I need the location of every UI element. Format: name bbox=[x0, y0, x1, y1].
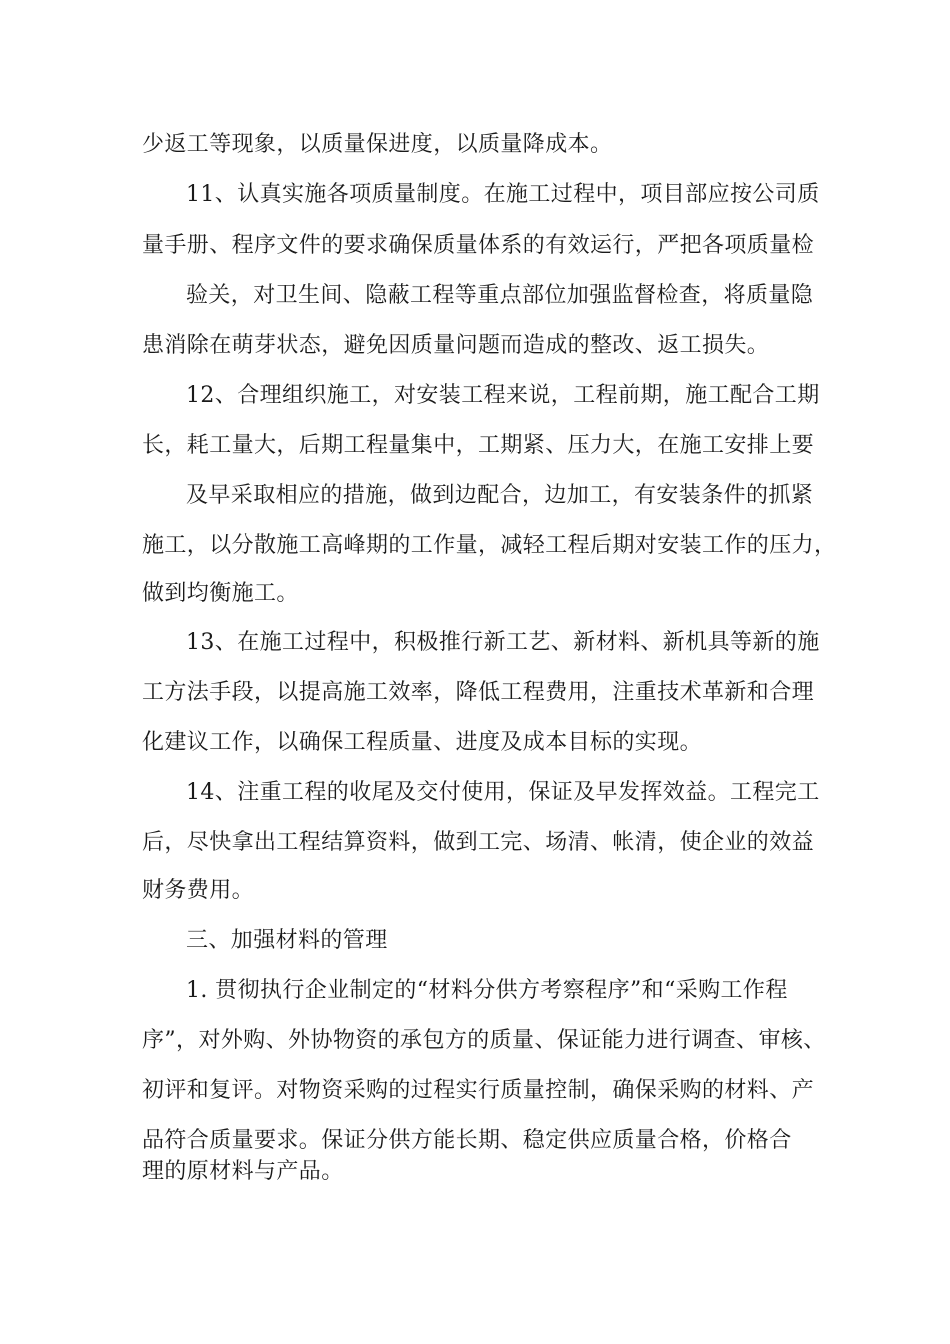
text-line: 工方法手段，以提高施工效率，降低工程费用，注重技术革新和合理 bbox=[142, 680, 815, 705]
text-line: 验关，对卫生间、隐蔽工程等重点部位加强监督检查，将质量隐 bbox=[186, 283, 814, 308]
text-line: 长，耗工量大，后期工程量集中，工期紧、压力大，在施工安排上要 bbox=[142, 433, 815, 458]
text-line: 患消除在萌芽状态，避免因质量问题而造成的整改、返工损失。 bbox=[142, 333, 770, 358]
text-line: 少返工等现象，以质量保进度，以质量降成本。 bbox=[142, 132, 613, 157]
text-line: 序”，对外购、外协物资的承包方的质量、保证能力进行调查、审核、 bbox=[142, 1028, 826, 1053]
text-line: 后，尽快拿出工程结算资料，做到工完、场清、帐清，使企业的效益 bbox=[142, 830, 815, 855]
section-heading: 三、加强材料的管理 bbox=[186, 928, 388, 953]
text-line: 化建议工作，以确保工程质量、进度及成本目标的实现。 bbox=[142, 730, 703, 755]
text-line: 财务费用。 bbox=[142, 878, 255, 903]
text-line: 品符合质量要求。保证分供方能长期、稳定供应质量合格，价格合 bbox=[142, 1128, 792, 1153]
paragraph-1-line: 1. 贯彻执行企业制定的“材料分供方考察程序”和“采购工作程 bbox=[186, 978, 788, 1003]
paragraph-12-line: 12、合理组织施工，对安装工程来说，工程前期，施工配合工期 bbox=[186, 383, 820, 408]
text-line: 理的原材料与产品。 bbox=[142, 1159, 344, 1184]
text-line: 施工，以分散施工高峰期的工作量，减轻工程后期对安装工作的压力， bbox=[142, 533, 837, 558]
paragraph-11-line: 11、认真实施各项质量制度。在施工过程中，项目部应按公司质 bbox=[186, 182, 820, 207]
paragraph-14-line: 14、注重工程的收尾及交付使用，保证及早发挥效益。工程完工 bbox=[186, 780, 820, 805]
paragraph-13-line: 13、在施工过程中，积极推行新工艺、新材料、新机具等新的施 bbox=[186, 630, 820, 655]
text-line: 量手册、程序文件的要求确保质量体系的有效运行，严把各项质量检 bbox=[142, 233, 815, 258]
text-line: 初评和复评。对物资采购的过程实行质量控制，确保采购的材料、产 bbox=[142, 1078, 815, 1103]
text-line: 做到均衡施工。 bbox=[142, 581, 299, 606]
text-line: 及早采取相应的措施，做到边配合，边加工，有安装条件的抓紧 bbox=[186, 483, 814, 508]
